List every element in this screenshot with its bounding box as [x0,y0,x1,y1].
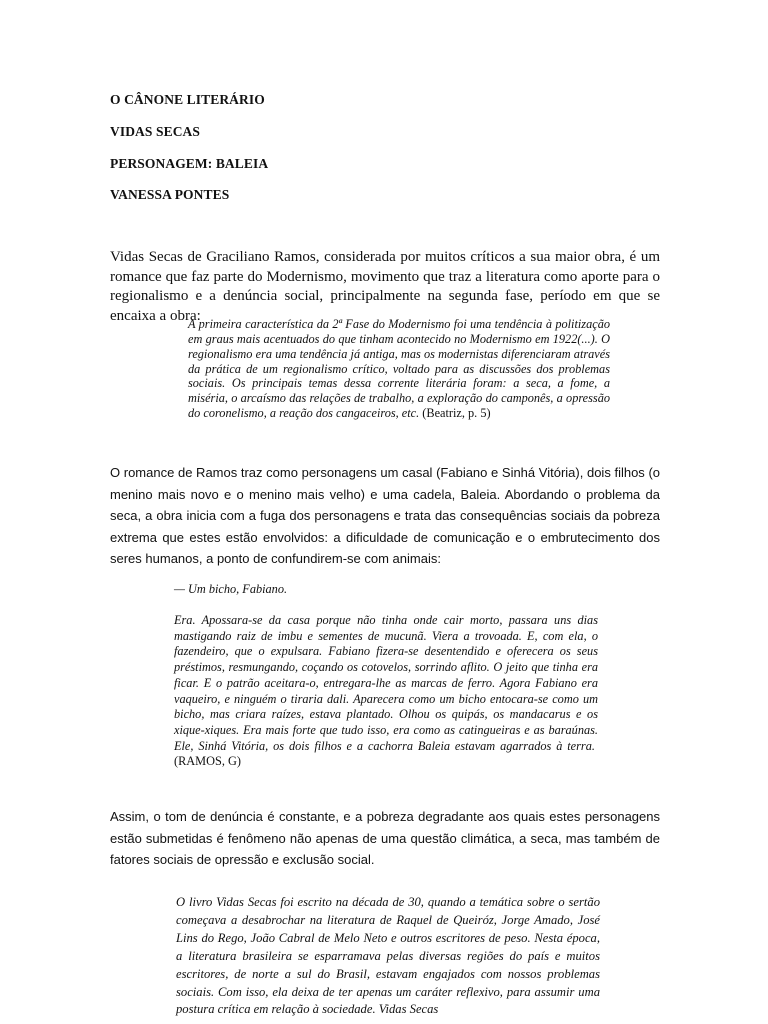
block-quote-beatriz [188,317,610,421]
quote-citation: (RAMOS, G) [174,754,241,769]
block-quote-burgardt: O livro Vidas Secas foi escrito na década de 30, quando a temática sobre o sertão começava a desabrochar na literatura de Raquel de Queiróz, Jorge Amado, José Lins do Rego, João Cabral de Melo Neto e outros escritores de peso. Nesta época, a literatura brasileira se esparramava pelas diversas regiões do país e muitos escritores, de norte a sul do Brasil, estavam engajados com nossos problemas sociais. Com isso, ela deixa de ter apenas um caráter reflexivo, para assumir uma postura crítica em relação à sociedade. Vidas Secas [176,895,600,1017]
quote-citation: (Beatriz, p. 5) [422,406,491,421]
character-heading: PERSONAGEM: BALEIA [110,156,269,171]
book-title-heading: VIDAS SECAS [110,124,201,139]
intro-paragraph: Vidas Secas de Graciliano Ramos, considerada por muitos críticos a sua maior obra, é um romance que faz parte do Modernismo, movimento que traz a literatura como aporte para o regionalismo e a denúncia social, principalmente na segunda fase, período em que se encaixa a obra: [110,249,660,324]
quote-text: Era. Apossara-se da casa porque não tinha onde cair morto, passara uns dias mastigando raiz de imbu e sementes de mucunã. Viera a trovoada. E, com ela, o fazendeiro, que o expulsara. Fabiano fizera-se desentendido e oferecera os seus préstimos, resmungando, coçando os cotovelos, sorrindo aflito. O jeito que tinha era ficar. E o patrão aceitara-o, entregara-lhe as marcas de ferro. Agora Fabiano era vaqueiro, e ninguém o tiraria dali. Aparecera como um bicho entocara-se como um bicho, mas criara raízes, estava plantado. Olhou os quipás, os mandacarus e os xique-xiques. Era mais forte que tudo isso, era como as catingueiras e as baraúnas. Ele, Sinhá Vitória, os dois filhos e a cachorra Baleia estavam agarrados à terra. [174,613,598,753]
title-heading: O CÂNONE LITERÁRIO [110,92,265,107]
author-heading: VANESSA PONTES [110,187,230,202]
quote-text: A primeira característica da 2ª Fase do Modernismo foi uma tendência à politização em graus mais acentuados do que tinham acontecido no Modernismo em 1922(...). O regionalismo era uma tendência já antiga, mas os modernistas diferenciaram através da prática de um regionalismo crítico, voltado para as discussões dos problemas sociais. Os principais temas dessa corrente literária foram: a seca, a fome, a miséria, o arcaísmo das relações de trabalho, a exploração do camponês, a opressão do coronelismo, a reação dos cangaceiros, etc. [188,317,610,421]
dialogue-line: — Um bicho, Fabiano. [174,582,288,596]
block-quote-ramos [174,613,598,770]
paragraph-characters: O romance de Ramos traz como personagens um casal (Fabiano e Sinhá Vitória), dois filhos (o menino mais novo e o menino mais velho) e uma cadela, Baleia. Abordando o problema da seca, a obra inicia com a fuga dos personagens e trata das consequências sociais da pobreza extrema que estes estão envolvidos: a dificuldade de comunicação e o embrutecimento dos seres humanos, a ponto de confundirem-se com animais: [110,465,660,566]
paragraph-denuncia: Assim, o tom de denúncia é constante, e a pobreza degradante aos quais estes personagens estão submetidas é fenômeno não apenas de uma questão climática, a seca, mas também de fatores sociais de opressão e exclusão social. [110,809,660,867]
